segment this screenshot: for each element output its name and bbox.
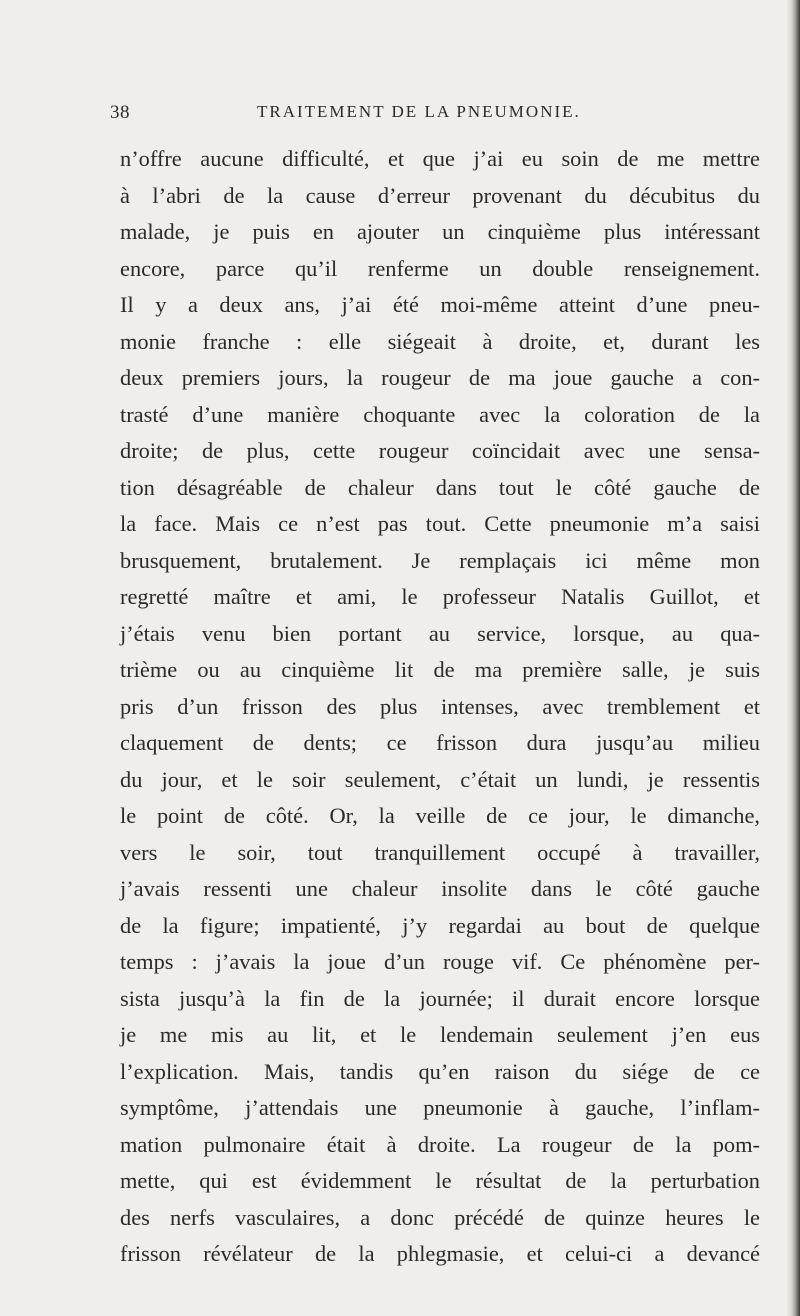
text-line: monie franche : elle siégeait à droite, et, durant les: [120, 328, 760, 354]
text-line: du jour, et le soir seulement, c’était un lundi, je ressentis: [120, 766, 760, 792]
text-line: la face. Mais ce n’est pas tout. Cette pneumonie m’a saisi: [120, 511, 760, 536]
text-line: trième ou au cinquième lit de ma première salle, je suis: [120, 657, 760, 682]
text-line: claquement de dents; ce frisson dura jusqu’au milieu: [120, 730, 760, 755]
text-line: j’avais ressenti une chaleur insolite dans le côté gauche: [120, 876, 760, 901]
text-line: pris d’un frisson des plus intenses, avec tremblement et: [120, 693, 760, 719]
body-text: [120, 141, 760, 1273]
text-line: malade, je puis en ajouter un cinquième plus intéressant: [120, 219, 760, 244]
page-number: 38: [110, 102, 130, 123]
text-line: Il y a deux ans, j’ai été moi-même atteint d’une pneu-: [120, 292, 760, 317]
text-line: vers le soir, tout tranquillement occupé à travailler,: [120, 839, 760, 865]
text-line: de la figure; impatienté, j’y regardai au bout de quelque: [120, 912, 760, 938]
page-header: [110, 102, 750, 132]
text-line: mette, qui est évidemment le résultat de la perturbation: [120, 1168, 760, 1193]
text-line: le point de côté. Or, la veille de ce jour, le dimanche,: [120, 803, 760, 828]
text-line: regretté maître et ami, le professeur Natalis Guillot, et: [120, 584, 760, 609]
text-line: trasté d’une manière choquante avec la coloration de la: [120, 401, 760, 427]
text-line: à l’abri de la cause d’erreur provenant du décubitus du: [120, 182, 760, 208]
text-line: brusquement, brutalement. Je remplaçais ici même mon: [120, 547, 760, 573]
text-line: des nerfs vasculaires, a donc précédé de quinze heures le: [120, 1204, 760, 1230]
text-line: encore, parce qu’il renferme un double renseignement.: [120, 255, 760, 281]
text-line: je me mis au lit, et le lendemain seulement j’en eus: [120, 1022, 760, 1047]
text-line: mation pulmonaire était à droite. La rougeur de la pom-: [120, 1131, 760, 1157]
text-line: temps : j’avais la joue d’un rouge vif. Ce phénomène per-: [120, 949, 760, 974]
text-line: tion désagréable de chaleur dans tout le côté gauche de: [120, 474, 760, 500]
text-line: n’offre aucune difficulté, et que j’ai eu soin de me mettre: [120, 146, 760, 171]
text-line: j’étais venu bien portant au service, lorsque, au qua-: [120, 620, 760, 646]
text-line: l’explication. Mais, tandis qu’en raison du siége de ce: [120, 1058, 760, 1084]
text-line: sista jusqu’à la fin de la journée; il durait encore lorsque: [120, 985, 760, 1011]
text-line: symptôme, j’attendais une pneumonie à gauche, l’inflam-: [120, 1095, 760, 1120]
running-title: TRAITEMENT DE LA PNEUMONIE.: [257, 102, 581, 121]
text-line: deux premiers jours, la rougeur de ma joue gauche a con-: [120, 365, 760, 390]
text-line: frisson révélateur de la phlegmasie, et celui-ci a devancé: [120, 1241, 760, 1266]
text-line: droite; de plus, cette rougeur coïncidait avec une sensa-: [120, 438, 760, 463]
page-edge-shadow: [786, 0, 800, 1316]
